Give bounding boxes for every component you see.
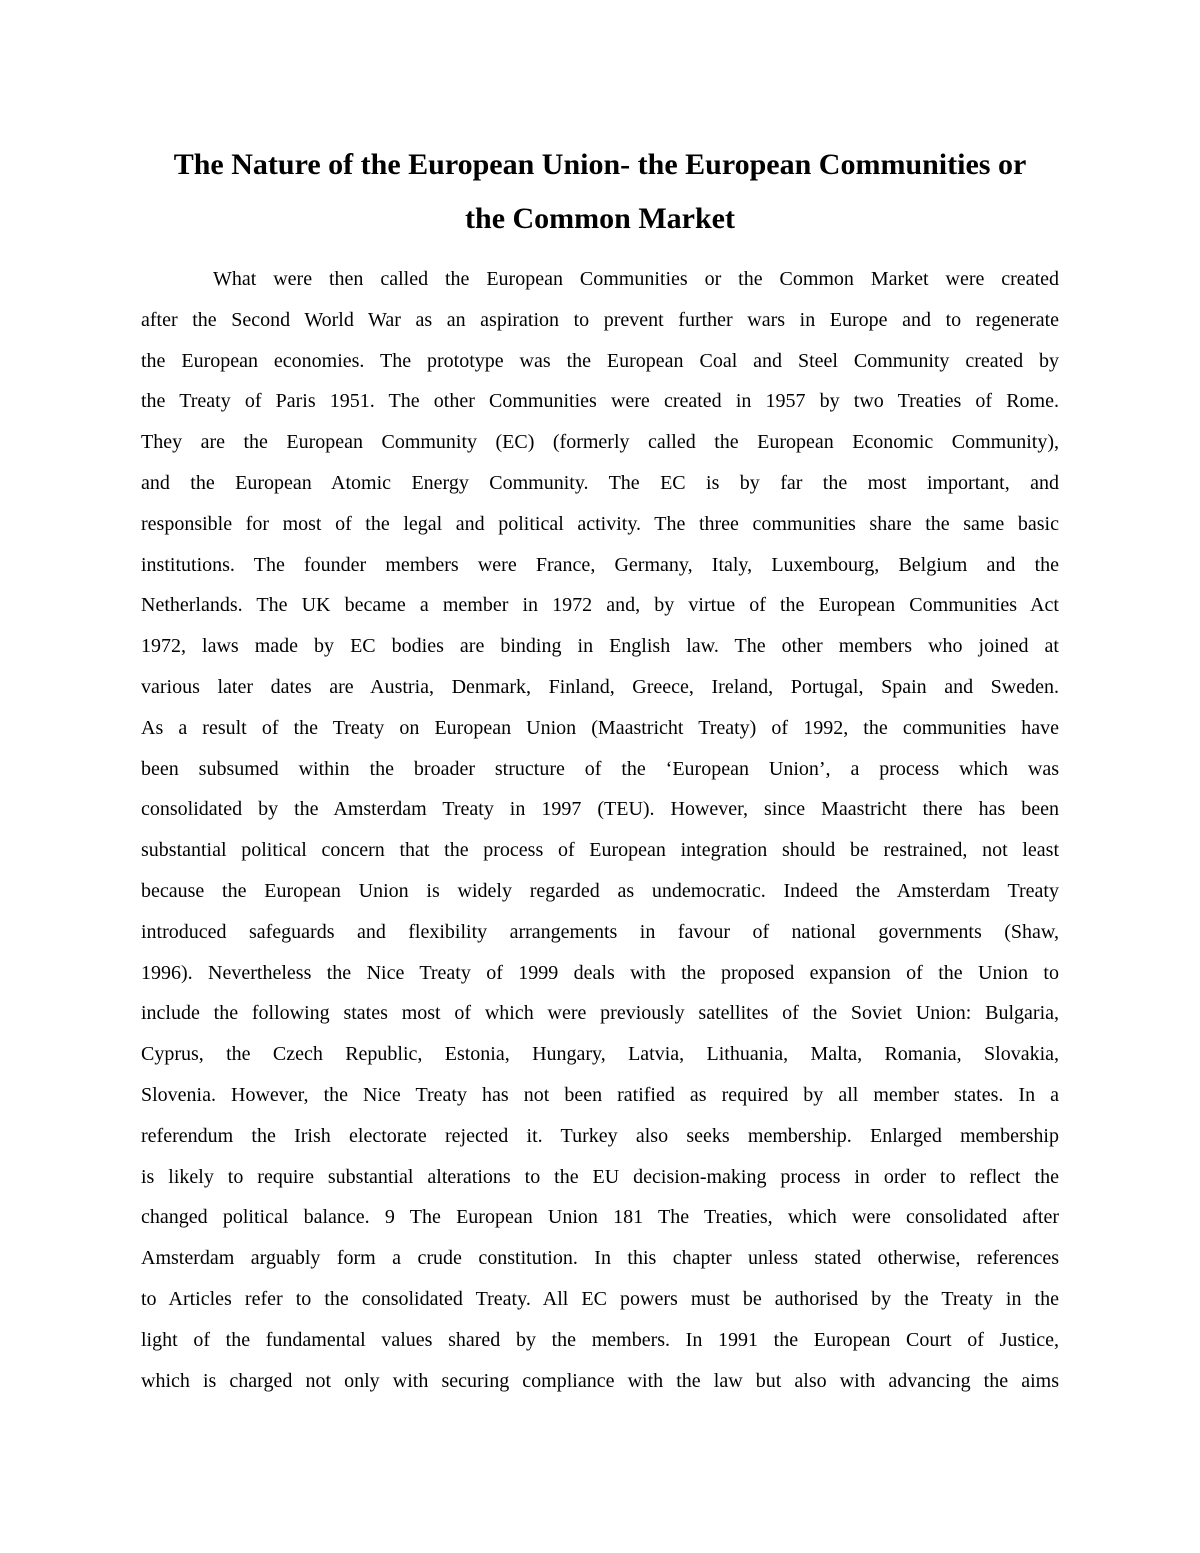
title-line: the Common Market xyxy=(465,202,735,235)
paragraph-line: light of the fundamental values shared by the members. In 1991 the European Court of Justice, xyxy=(141,1328,1059,1351)
paragraph-line: institutions. The founder members were France, Germany, Italy, Luxembourg, Belgium and the xyxy=(141,553,1059,576)
paragraph-line: the European economies. The prototype was the European Coal and Steel Community created by xyxy=(141,349,1059,372)
paragraph-line: to Articles refer to the consolidated Treaty. All EC powers must be authorised by the Treaty in the xyxy=(141,1287,1059,1310)
body-paragraph xyxy=(141,259,1059,1401)
paragraph-line: As a result of the Treaty on European Union (Maastricht Treaty) of 1992, the communities have xyxy=(141,716,1059,739)
paragraph-line: various later dates are Austria, Denmark, Finland, Greece, Ireland, Portugal, Spain and Sweden. xyxy=(141,675,1059,698)
title-line: The Nature of the European Union- the European Communities or xyxy=(173,148,1027,181)
paragraph-line: substantial political concern that the process of European integration should be restrained, not least xyxy=(141,839,1059,862)
document-title xyxy=(140,138,1060,246)
paragraph-line: 1996). Nevertheless the Nice Treaty of 1999 deals with the proposed expansion of the Union to xyxy=(141,961,1059,984)
paragraph-line: the Treaty of Paris 1951. The other Communities were created in 1957 by two Treaties of Rome. xyxy=(141,390,1059,413)
paragraph-line: Slovenia. However, the Nice Treaty has not been ratified as required by all member states. In a xyxy=(141,1083,1059,1106)
paragraph-line: which is charged not only with securing compliance with the law but also with advancing the aims xyxy=(141,1369,1059,1392)
paragraph-line: and the European Atomic Energy Community. The EC is by far the most important, and xyxy=(141,471,1059,494)
paragraph-line: Amsterdam arguably form a crude constitution. In this chapter unless stated otherwise, references xyxy=(141,1247,1059,1270)
paragraph-line: 1972, laws made by EC bodies are binding in English law. The other members who joined at xyxy=(141,635,1059,658)
paragraph-line: been subsumed within the broader structure of the ‘European Union’, a process which was xyxy=(141,757,1059,780)
paragraph-line: consolidated by the Amsterdam Treaty in 1997 (TEU). However, since Maastricht there has been xyxy=(141,798,1059,821)
paragraph-line: referendum the Irish electorate rejected it. Turkey also seeks membership. Enlarged membership xyxy=(141,1124,1059,1147)
paragraph-line: What were then called the European Communities or the Common Market were created xyxy=(213,268,1059,290)
paragraph-line: responsible for most of the legal and political activity. The three communities share the same basic xyxy=(141,512,1059,535)
paragraph-line: include the following states most of which were previously satellites of the Soviet Union: Bulgaria, xyxy=(141,1002,1059,1025)
paragraph-line: because the European Union is widely regarded as undemocratic. Indeed the Amsterdam Treaty xyxy=(141,879,1059,902)
paragraph-line: is likely to require substantial alterations to the EU decision-making process in order to reflect the xyxy=(141,1165,1059,1188)
paragraph-line: Netherlands. The UK became a member in 1972 and, by virtue of the European Communities Act xyxy=(141,594,1059,617)
paragraph-line: Cyprus, the Czech Republic, Estonia, Hungary, Latvia, Lithuania, Malta, Romania, Slovakia, xyxy=(141,1043,1059,1066)
paragraph-line: They are the European Community (EC) (formerly called the European Economic Community), xyxy=(141,431,1059,454)
paragraph-line: after the Second World War as an aspiration to prevent further wars in Europe and to regenerate xyxy=(141,308,1059,331)
paragraph-line: changed political balance. 9 The European Union 181 The Treaties, which were consolidated after xyxy=(141,1206,1059,1229)
paragraph-line: introduced safeguards and flexibility arrangements in favour of national governments (Shaw, xyxy=(141,920,1059,943)
